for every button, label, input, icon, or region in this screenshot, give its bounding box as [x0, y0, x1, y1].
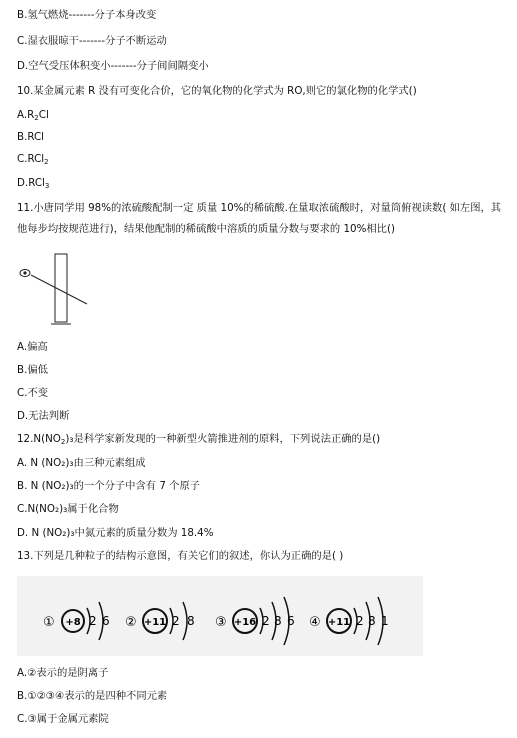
atom-2-shell-1: 2	[172, 614, 180, 628]
atom-1-shell-2: 6	[102, 614, 110, 628]
q10-option-b: B.RCl	[17, 131, 45, 143]
atom-2-shell-2: 8	[187, 614, 195, 628]
q13-option-c: C.③属于金属元素院	[17, 713, 109, 725]
option-b-line: B.氢气燃烧-------分子本身改变	[17, 9, 157, 21]
q11-option-d: D.无法判断	[17, 410, 70, 422]
question-10: 10.某金属元素 R 没有可变化合价，它的氧化物的化学式为 RO,则它的氯化物的化学式()	[17, 85, 417, 97]
atom-diagram-4	[309, 597, 389, 645]
q10-option-c: C.RCl$_2$	[17, 153, 49, 166]
atom-1-nucleus: +8	[65, 617, 81, 628]
q11-option-b: B.偏低	[17, 364, 48, 376]
atom-3-shell-3: 6	[287, 614, 295, 628]
q11-option-c: C.不变	[17, 387, 49, 399]
atom-1-shell-1: 2	[89, 614, 97, 628]
atom-2-label: ②	[125, 615, 137, 630]
q13-option-a: A.②表示的是阴离子	[17, 667, 109, 679]
atom-3-shell-1: 2	[262, 614, 270, 628]
atom-4-label: ④	[309, 615, 321, 630]
atom-3-nucleus: +16	[233, 617, 257, 628]
atom-1-label: ①	[43, 615, 55, 630]
atom-diagram-1	[43, 602, 110, 640]
q11-option-a: A.偏高	[17, 341, 48, 353]
atom-structure-diagrams	[17, 576, 423, 656]
option-c-line: C.湿衣服晾干-------分子不断运动	[17, 35, 167, 47]
q12-option-c: C.N(NO₂)₃属于化合物	[17, 503, 119, 515]
atom-diagram-3	[215, 597, 295, 645]
q12-option-a: A. N (NO₂)₃由三种元素组成	[17, 457, 146, 469]
atom-4-nucleus: +11	[327, 617, 351, 628]
atom-2-nucleus: +11	[143, 617, 167, 628]
q10-option-d: D.RCl$_3$	[17, 177, 50, 190]
atom-4-shell-2: 8	[368, 614, 376, 628]
question-13: 13.下列是几种粒子的结构示意图，有关它们的叙述，你认为正确的是( )	[17, 550, 344, 562]
atom-4-shell-1: 2	[356, 614, 364, 628]
q12-option-d: D. N (NO₂)₃中氮元素的质量分数为 18.4%	[17, 527, 214, 539]
option-d-line: D.空气受压体积变小-------分子间间隔变小	[17, 60, 209, 72]
q10-option-a: $A.R_2Cl$	[17, 109, 49, 122]
question-12: $12.N(NO_2)_3$是科学家新发现的一种新型火箭推进剂的原料，下列说法正确的是()	[17, 433, 381, 446]
graduated-cylinder-figure	[15, 244, 95, 330]
atom-4-shell-3: 1	[381, 614, 389, 628]
atom-3-label: ③	[215, 615, 227, 630]
q12-option-b: B. N (NO₂)₃的一个分子中含有 7 个原子	[17, 480, 201, 492]
atom-3-shell-2: 8	[274, 614, 282, 628]
question-11: 11.小唐同学用 98%的浓硫酸配制一定 质量 10%的稀硫酸.在量取浓硫酸时，对量筒俯视读数( 如左图，其他每步均按规范进行)，结果他配制的稀硫酸中溶质的质量分数与要求的 10%相比()	[17, 202, 502, 235]
atom-diagram-2	[125, 602, 195, 640]
q13-option-b: B.①②③④表示的是四种不同元素	[17, 690, 168, 702]
